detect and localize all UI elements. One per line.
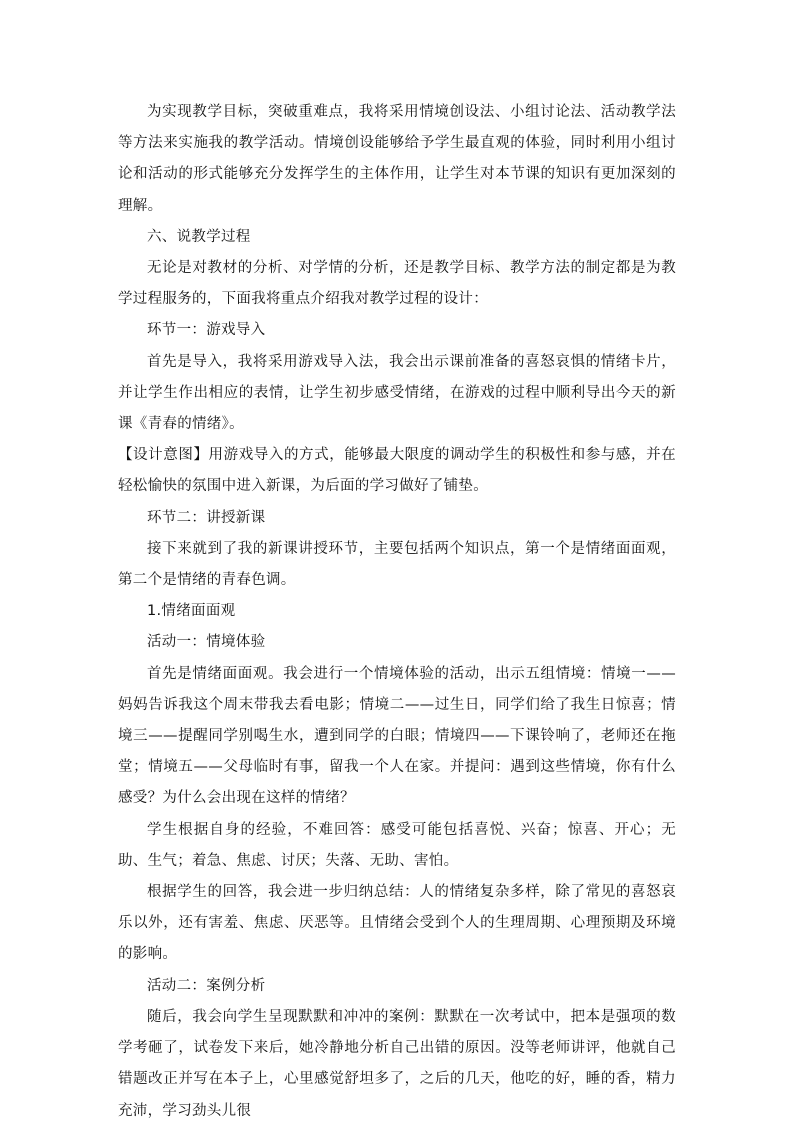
paragraph-new-lesson: 接下来就到了我的新课讲授环节，主要包括两个知识点，第一个是情绪面面观，第二个是情绪的青春色调。 [118, 540, 676, 589]
paragraph-design-intent: 【设计意图】用游戏导入的方式，能够最大限度的调动学生的积极性和参与感，并在轻松愉快的氛围中进入新课，为后面的学习做好了铺垫。 [118, 447, 676, 495]
subheading-step-one: 环节一：游戏导入 [147, 322, 266, 339]
document-body [118, 97, 676, 1127]
section-heading-teaching-process: 六、说教学过程 [147, 228, 251, 245]
subheading-emotion-overview: 1.情绪面面观 [147, 603, 236, 620]
paragraph-process-intro: 无论是对教材的分析、对学情的分析，还是教学目标、教学方法的制定都是为教学过程服务的，下面我将重点介绍我对教学过程的设计： [118, 260, 676, 308]
subheading-step-two: 环节二：讲授新课 [147, 509, 266, 526]
paragraph-teaching-methods: 为实现教学目标，突破重难点，我将采用情境创设法、小组讨论法、活动教学法等方法来实施我的教学活动。情境创设能够给予学生最直观的体验，同时利用小组讨论和活动的形式能够充分发挥学生的主体作用，让学生对本节课的知识有更加深刻的理解。 [118, 104, 676, 214]
subheading-activity-one: 活动一：情境体验 [147, 634, 266, 651]
paragraph-game-intro: 首先是导入，我将采用游戏导入法，我会出示课前准备的喜怒哀惧的情绪卡片，并让学生作出相应的表情，让学生初步感受情绪，在游戏的过程中顺利导出今天的新课《青春的情绪》。 [118, 353, 676, 433]
paragraph-case-analysis: 随后，我会向学生呈现默默和冲冲的案例：默默在一次考试中，把本是强项的数学考砸了，试卷发下来后，她冷静地分析自己出错的原因。没等老师讲评，他就自己错题改正并写在本子上，心里感觉舒坦多了，之后的几天，他吃的好，睡的香，精力充沛，学习劲头儿很 [118, 1008, 676, 1119]
paragraph-student-answers: 学生根据自身的经验，不难回答：感受可能包括喜悦、兴奋；惊喜、开心；无助、生气；着急、焦虑、讨厌；失落、无助、害怕。 [118, 821, 676, 869]
subheading-activity-two: 活动二：案例分析 [147, 977, 266, 994]
paragraph-situations: 首先是情绪面面观。我会进行一个情境体验的活动，出示五组情境：情境一——妈妈告诉我这个周末带我去看电影；情境二——过生日，同学们给了我生日惊喜；情境三——提醒同学别喝生水，遭到同学的白眼；情境四——下课铃响了，老师还在拖堂；情境五——父母临时有事，留我一个人在家。并提问：遇到这些情境，你有什么感受？为什么会出现在这样的情绪？ [118, 665, 676, 807]
paragraph-summary: 根据学生的回答，我会进一步归纳总结：人的情绪复杂多样，除了常见的喜怒哀乐以外，还有害羞、焦虑、厌恶等。且情绪会受到个人的生理周期、心理预期及环境的影响。 [118, 884, 676, 963]
